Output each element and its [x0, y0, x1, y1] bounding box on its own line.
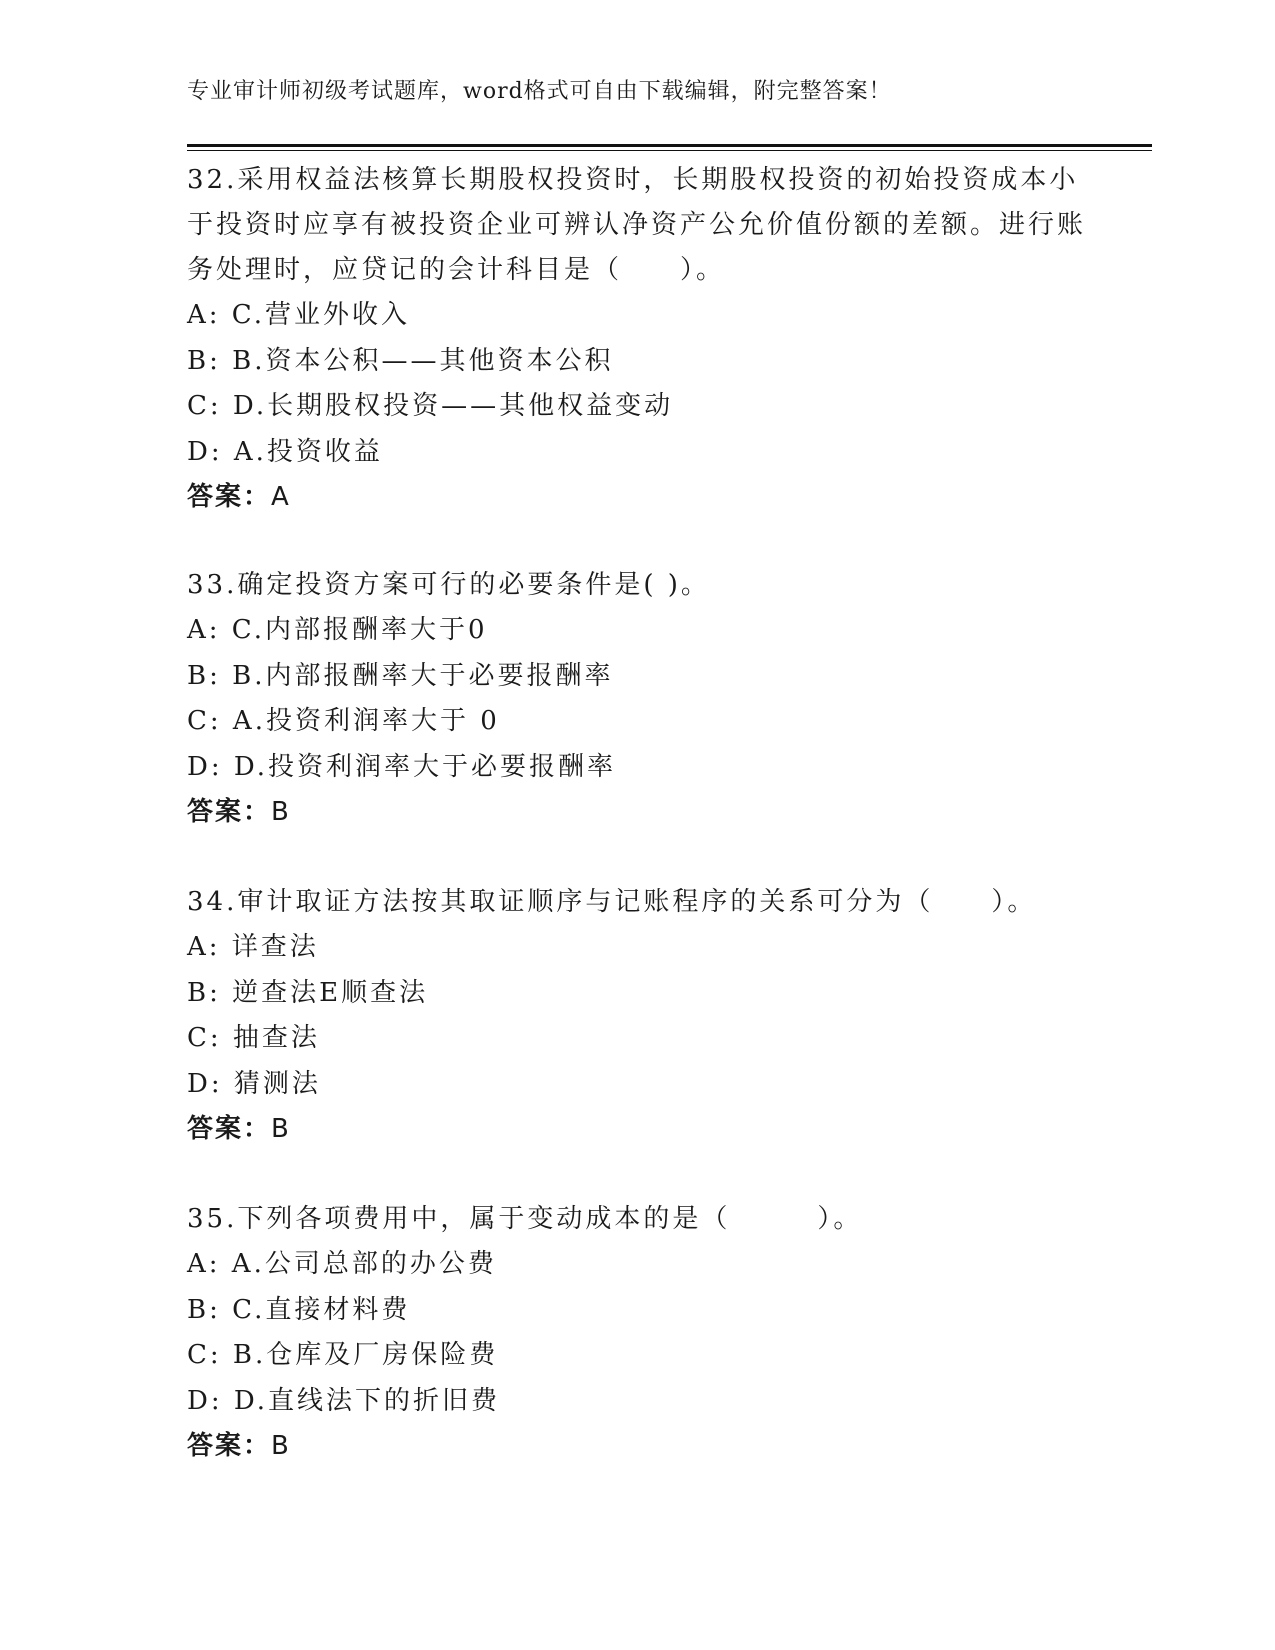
answer-value: A: [271, 482, 289, 512]
option-c: C: A.投资利润率大于 0: [187, 706, 500, 736]
answer-value: B: [271, 797, 289, 827]
option-d: D: A.投资收益: [187, 436, 383, 467]
answer-value: B: [271, 1431, 289, 1461]
page-header: 专业审计师初级考试题库，word格式可自由下载编辑，附完整答案！: [187, 79, 892, 104]
question-stem: 33.确定投资方案可行的必要条件是( )。: [187, 570, 710, 600]
question-stem: 35.下列各项费用中，属于变动成本的是（ ）。: [187, 1204, 863, 1234]
option-b: B: 逆查法E顺查法: [187, 977, 429, 1008]
answer-line: [187, 1107, 1087, 1152]
option-d: D: D.投资利润率大于必要报酬率: [187, 751, 617, 782]
option-a: A: C.营业外收入: [187, 300, 411, 330]
answer-label: 答案：: [187, 1114, 272, 1144]
question-33: [187, 563, 1087, 835]
option-d: D: 猜测法: [187, 1068, 321, 1099]
option-d: D: D.直线法下的折旧费: [187, 1385, 501, 1416]
question-34: [187, 880, 1087, 1152]
answer-value: B: [271, 1114, 289, 1144]
option-c: C: D.长期股权投资——其他权益变动: [187, 391, 674, 421]
question-stem: 34.审计取证方法按其取证顺序与记账程序的关系可分为（ ）。: [187, 887, 1037, 917]
answer-line: [187, 1424, 1087, 1469]
answer-label: 答案：: [187, 797, 272, 827]
option-a: A: A.公司总部的办公费: [187, 1249, 497, 1279]
header-divider-thin: [187, 150, 1152, 151]
option-b: B: C.直接材料费: [187, 1294, 411, 1325]
option-c: C: 抽查法: [187, 1023, 320, 1053]
option-a: A: 详查法: [187, 932, 319, 962]
answer-line: [187, 790, 1087, 835]
question-stem: 32.采用权益法核算长期股权投资时，长期股权投资的初始投资成本小于投资时应享有被投资企业可辨认净资产公允价值份额的差额。进行账务处理时，应贷记的会计科目是（ ）。: [187, 165, 1087, 285]
answer-label: 答案：: [187, 1431, 272, 1461]
header-divider-thick: [187, 144, 1152, 147]
question-32: [187, 158, 1087, 520]
answer-line: [187, 475, 1087, 520]
answer-label: 答案：: [187, 482, 272, 512]
option-a: A: C.内部报酬率大于0: [187, 615, 488, 645]
option-b: B: B.内部报酬率大于必要报酬率: [187, 660, 614, 691]
option-b: B: B.资本公积——其他资本公积: [187, 345, 614, 376]
question-35: [187, 1197, 1087, 1469]
option-c: C: B.仓库及厂房保险费: [187, 1340, 499, 1370]
